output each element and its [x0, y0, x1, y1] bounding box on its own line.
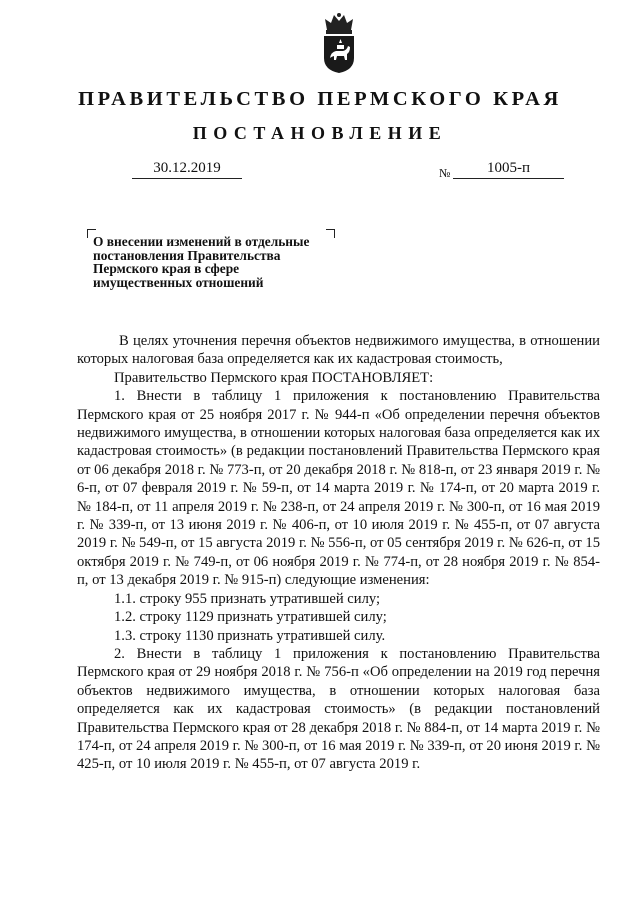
number-sign: № — [439, 166, 451, 180]
body-paragraph: 1.1. строку 955 признать утратившей силу; — [114, 590, 381, 607]
body-paragraph: 1.2. строку 1129 признать утратившей силу; — [114, 609, 387, 626]
body-paragraph: Правительство Пермского края ПОСТАНОВЛЯЕТ: — [114, 369, 434, 386]
subject-line: Пермского края в сфере — [93, 261, 240, 276]
subject-line: постановления Правительства — [93, 247, 281, 263]
body-paragraph: 1. Внести в таблицу 1 приложения к постановлению Правительства Пермского края от 25 ноября 2017 г. № 944-п «Об определении перечня объектов недвижимого имущества, в отношении которых налоговая база определяется как их кадастровая стоимость» (в редакции постановлений Правительства Пермского края от 06 декабря 2018 г. № 773-п, от 20 декабря 2018 г. № 818-п, от 23 января 2019 г. № 6-п, от 07 февраля 2019 г. № 59-п, от 14 марта 2019 г. № 174-п, от 20 марта 2019 г. № 184-п, от 11 апреля 2019 г. № 238-п, от 24 апреля 2019 г. № 300-п, от 16 мая 2019 г. № 339-п, от 13 июня 2019 г. № 406-п, от 10 июля 2019 г. № 455-п, от 07 августа 2019 г. № 549-п, от 15 августа 2019 г. № 556-п, от 05 сентября 2019 г. № 626-п, от 15 октября 2019 г. № 749-п, от 06 ноября 2019 г. № 774-п, от 28 ноября 2019 г. № 854-п, от 13 декабря 2019 г. № 915-п) следующие изменения: — [77, 388, 600, 589]
document-number: 1005-п — [453, 160, 564, 179]
document-date: 30.12.2019 — [132, 160, 242, 179]
document-type-title: ПОСТАНОВЛЕНИЕ — [192, 123, 448, 143]
body-paragraph: 1.3. строку 1130 признать утратившей силу. — [114, 627, 386, 644]
document-body — [77, 332, 600, 774]
subject-line: имущественных отношений — [93, 274, 264, 290]
body-paragraph: 2. Внести в таблицу 1 приложения к постановлению Правительства Пермского края от 29 ноября 2018 г. № 756-п «Об определении на 2019 год перечня объектов недвижимого имущества, в отношении которых налоговая база определяется как их кадастровая стоимость» (в редакции постановлений Правительства Пермского края от 28 декабря 2018 г. № 884-п, от 14 марта 2019 г. № 174-п, от 24 апреля 2019 г. № 300-п, от 16 мая 2019 г. № 339-п, от 20 июня 2019 г. № 425-п, от 10 июля 2019 г. № 455-п, от 07 августа 2019 г. — [77, 645, 600, 773]
organization-title: ПРАВИТЕЛЬСТВО ПЕРМСКОГО КРАЯ — [78, 88, 562, 110]
body-paragraph: В целях уточнения перечня объектов недвижимого имущества, в отношении которых налоговая база определяется как их кадастровая стоимость, — [77, 333, 600, 368]
document-subject — [93, 235, 353, 289]
perm-krai-coat-of-arms-icon — [321, 12, 357, 74]
subject-line: О внесении изменений в отдельные — [93, 234, 310, 249]
